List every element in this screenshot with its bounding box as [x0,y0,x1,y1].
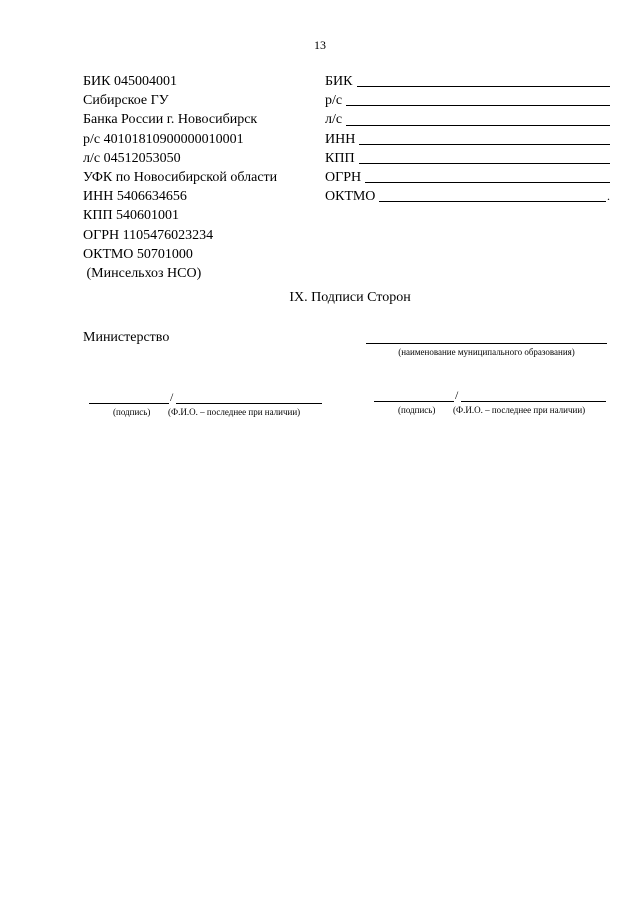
requisite-line: л/с 04512053050 [83,150,181,166]
name-caption: (Ф.И.О. – последнее при наличии) [453,405,586,415]
name-line [176,402,322,404]
requisite-row-inn [325,130,610,149]
requisite-label: ОГРН [325,169,362,185]
requisite-line: БИК 045004001 [83,74,177,89]
trailing-punctuation: . [607,189,610,204]
ministry-label: Министерство [83,330,170,345]
fill-in-blank [365,169,610,183]
requisite-line: ИНН 5406634656 [83,189,187,205]
signature-slash: / [170,390,174,404]
fill-in-blank [346,112,610,126]
municipality-requisites [325,72,610,206]
requisite-row-kpp [325,149,610,168]
requisite-line: р/с 40101810900000010001 [83,131,244,147]
fill-in-blank [379,188,606,202]
requisite-label: БИК [325,73,353,89]
requisite-row-ogrn [325,168,610,187]
requisite-row-bik [325,72,610,91]
fill-in-blank [359,150,610,164]
requisite-line: (Минсельхоз НСО) [83,265,202,281]
name-line [461,400,606,402]
name-caption: (Ф.И.О. – последнее при наличии) [168,407,301,417]
requisite-row-rs [325,91,610,110]
requisite-label: ОКТМО [325,189,376,205]
requisite-line: Сибирское ГУ [83,93,169,109]
signature-line [89,402,169,404]
section-title: IX. Подписи Сторон [289,290,411,305]
requisite-line: ОКТМО 50701000 [83,246,193,262]
municipality-name-line [366,343,607,344]
fill-in-blank [357,73,611,87]
signature-caption: (подпись) [398,405,436,415]
requisite-line: УФК по Новосибирской области [83,169,278,185]
requisite-line: ОГРН 1105476023234 [83,227,214,243]
fill-in-blank [346,92,610,106]
signature-caption: (подпись) [113,407,151,417]
requisite-line: КПП 540601001 [83,208,180,224]
municipality-caption: (наименование муниципального образования) [398,347,575,357]
requisite-row-ls [325,110,610,129]
signature-line [374,400,454,402]
requisite-label: КПП [325,150,355,166]
requisite-label: ИНН [325,131,356,147]
requisite-line: Банка России г. Новосибирск [83,112,258,128]
requisite-row-oktmo [325,187,610,206]
ministry-requisites [83,72,323,283]
requisite-label: л/с [325,112,343,128]
fill-in-blank [359,131,610,145]
signature-slash: / [455,388,459,402]
page-number: 13 [314,38,326,52]
requisite-label: р/с [325,93,343,109]
